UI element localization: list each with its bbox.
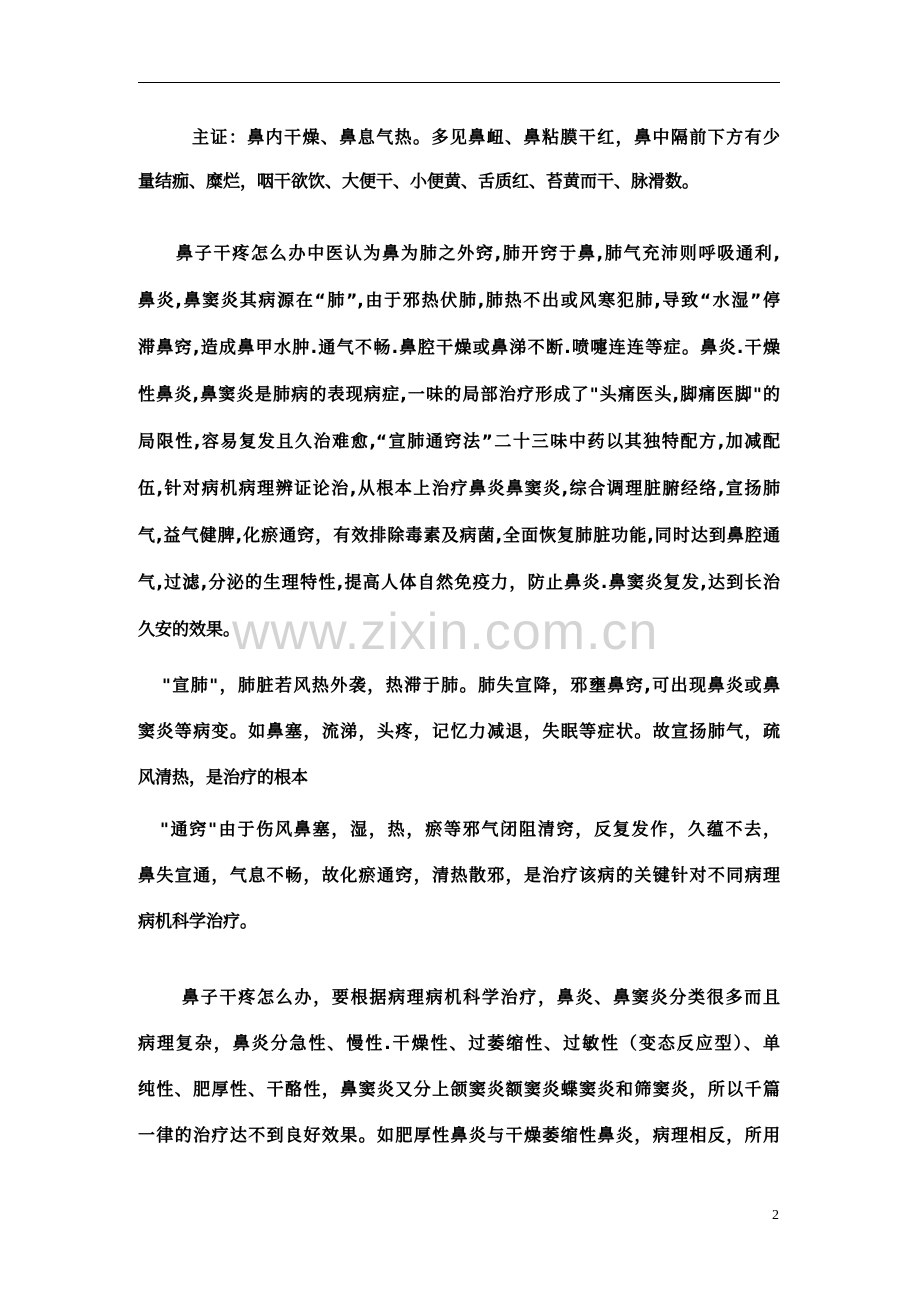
paragraph-5-line-1: 鼻子干疼怎么办，要根据病理病机科学治疗，鼻炎、鼻窦炎分类很多而且 [182,988,780,1008]
paragraph-2-line-1: 鼻子干疼怎么办中医认为鼻为肺之外窍,肺开窍于鼻,肺气充沛则呼吸通利, [176,244,780,264]
paragraph-1-line-2: 量结痂、糜烂，咽干欲饮、大便干、小便黄、舌质红、苔黄而干、脉滑数。 [138,172,699,192]
paragraph-2-line-2: 鼻炎,鼻窦炎其病源在“肺”,由于邪热伏肺,肺热不出或风寒犯肺,导致“水湿”停 [138,291,780,311]
paragraph-5-line-4: 一律的治疗达不到良好效果。如肥厚性鼻炎与干燥萎缩性鼻炎，病理相反，所用 [138,1126,780,1146]
paragraph-3-line-1: "宣肺"，肺脏若风热外袭，热滞于肺。肺失宣降，邪壅鼻窍,可出现鼻炎或鼻 [162,676,780,696]
page-number: 2 [772,1208,779,1223]
paragraph-3-line-2: 窦炎等病变。如鼻塞，流涕，头疼，记忆力减退，失眠等症状。故宣扬肺气，疏 [138,722,780,742]
paragraph-2-line-7: 气,益气健脾,化瘀通窍，有效排除毒素及病菌,全面恢复肺脏功能,同时达到鼻腔通 [138,526,780,546]
paragraph-4-line-3: 病机科学治疗。 [138,912,257,932]
paragraph-3-line-3: 风清热，是治疗的根本 [138,768,308,788]
paragraph-2-line-8: 气,过滤,分泌的生理特性,提高人体自然免疫力，防止鼻炎.鼻窦炎复发,达到长治 [138,573,780,593]
paragraph-5-line-2: 病理复杂，鼻炎分急性、慢性.干燥性、过萎缩性、过敏性（变态反应型）、单 [138,1034,780,1054]
paragraph-4-line-1: "通窍"由于伤风鼻塞，湿，热，瘀等邪气闭阻清窍，反复发作，久蕴不去， [160,820,780,840]
paragraph-2-line-3: 滞鼻窍,造成鼻甲水肿.通气不畅.鼻腔干燥或鼻涕不断.喷嚏连连等症。鼻炎.干燥 [138,338,780,358]
paragraph-5-line-3: 纯性、肥厚性、干酪性，鼻窦炎又分上颌窦炎额窦炎蝶窦炎和筛窦炎，所以千篇 [138,1080,780,1100]
paragraph-1-line-1: 主证：鼻内干燥、鼻息气热。多见鼻衄、鼻粘膜干红，鼻中隔前下方有少 [192,128,780,148]
header-rule [138,82,780,83]
paragraph-4-line-2: 鼻失宣通，气息不畅，故化瘀通窍，清热散邪，是治疗该病的关键针对不同病理 [138,866,780,886]
paragraph-2-line-6: 伍,针对病机病理辨证论治,从根本上治疗鼻炎鼻窦炎,综合调理脏腑经络,宣扬肺 [138,479,780,499]
watermark: www.zixin.com.cn [232,603,659,661]
paragraph-2-line-5: 局限性,容易复发且久治难愈,“宣肺通窍法”二十三味中药以其独特配方,加减配 [138,432,780,452]
paragraph-2-line-9: 久安的效果。 [138,620,240,640]
paragraph-2-line-4: 性鼻炎,鼻窦炎是肺病的表现病症,一味的局部治疗形成了"头痛医头,脚痛医脚"的 [138,385,780,405]
